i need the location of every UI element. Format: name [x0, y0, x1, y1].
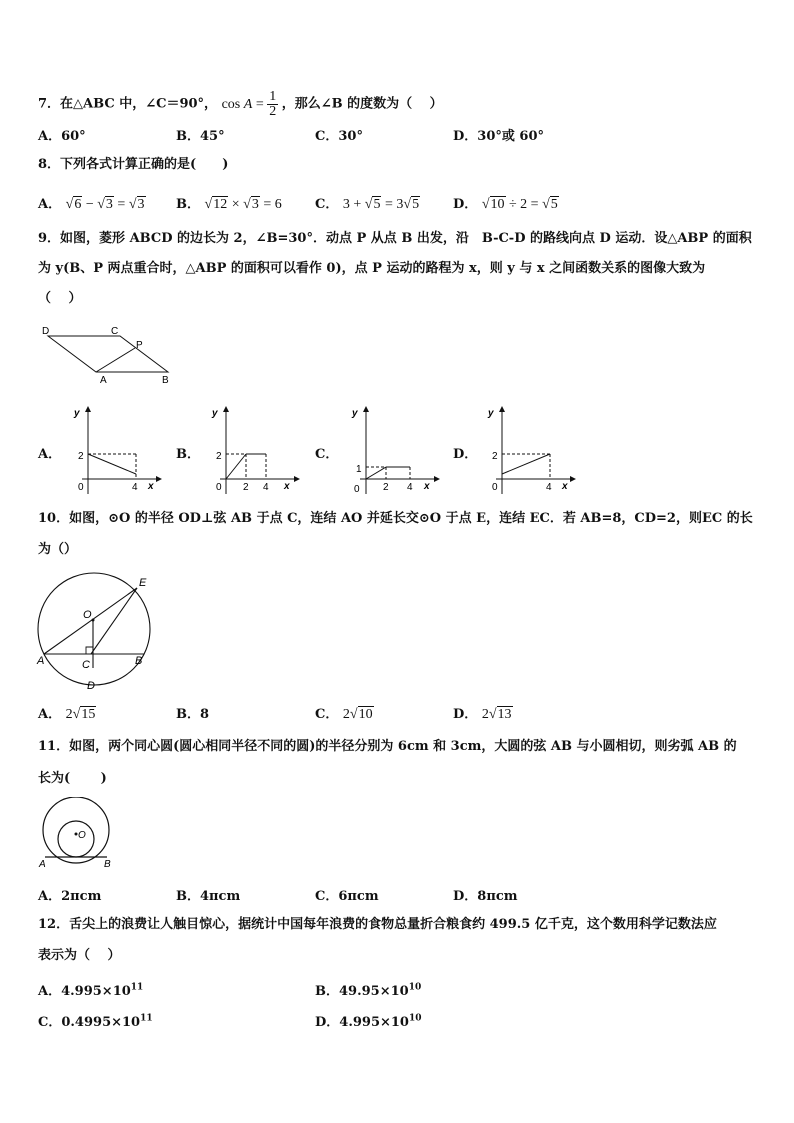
q11-label-a: A — [39, 859, 46, 869]
q10-label-e: E — [139, 577, 147, 589]
q7-option-c[interactable]: C．30° — [315, 129, 363, 144]
q9-graph-d[interactable] — [484, 404, 579, 496]
q9-option-a-label[interactable]: A． — [38, 447, 62, 462]
q9-label-a: A — [100, 375, 107, 386]
q9-graph-a[interactable] — [70, 404, 165, 496]
q11-option-b[interactable]: B．4πcm — [176, 889, 241, 904]
q9-option-d-label[interactable]: D． — [453, 447, 478, 462]
svg-text:x: x — [148, 481, 154, 492]
q7-option-b[interactable]: B．45° — [176, 129, 225, 144]
q9-label-p: P — [136, 340, 143, 351]
svg-text:2: 2 — [243, 482, 249, 493]
svg-text:y: y — [212, 408, 218, 419]
q9-line3: （ ） — [38, 291, 82, 306]
q9-label-b: B — [162, 375, 169, 386]
q9-graph-c[interactable] — [348, 404, 443, 496]
q7-option-a[interactable]: A．60° — [38, 129, 86, 144]
q11-concentric-circles-figure — [34, 797, 120, 869]
q10-label-b: B — [135, 655, 143, 667]
q9-rhombus-figure — [38, 320, 178, 390]
svg-text:y: y — [352, 408, 358, 419]
q9-line2: 为 y(B、P 两点重合时，△ABP 的面积可以看作 0)，点 P 运动的路程为 x，则 y 与 x 之间函数关系的图像大致为 — [38, 261, 706, 276]
svg-text:x: x — [284, 481, 290, 492]
q10-line1: 10．如图，⊙O 的半径 OD⊥弦 AB 于点 C，连结 AO 并延长交⊙O 于点 E，连结 EC．若 AB=8，CD=2，则EC 的长 — [38, 511, 753, 526]
q12-option-a[interactable]: A．$4.995\times 10^{11}$ — [38, 982, 144, 999]
q10-option-b[interactable]: B．8 — [176, 707, 210, 722]
svg-text:x: x — [424, 481, 430, 492]
q11-option-d[interactable]: D．8πcm — [453, 889, 518, 904]
q12-option-c[interactable]: C．$0.4995\times 10^{11}$ — [38, 1013, 153, 1030]
q9-graph-b[interactable] — [208, 404, 303, 496]
q10-label-d: D — [87, 680, 95, 692]
q7-cos: cos — [221, 96, 241, 112]
q7-suffix: ，那么∠B 的度数为（ ） — [281, 96, 443, 112]
svg-text:0: 0 — [354, 484, 360, 495]
q10-line2: 为（） — [38, 542, 78, 557]
svg-text:4: 4 — [546, 482, 552, 493]
q11-label-b: B — [104, 859, 111, 869]
q7-fraction-num: 1 — [269, 89, 277, 104]
svg-text:1: 1 — [356, 464, 362, 475]
q12-option-d[interactable]: D．$4.995\times 10^{10}$ — [315, 1013, 422, 1030]
q10-option-c[interactable]: C． 2√10 — [315, 707, 373, 722]
svg-text:x: x — [562, 481, 568, 492]
q8-option-c[interactable]: C． 3 + √5 = 3√5 — [315, 197, 420, 212]
svg-text:0: 0 — [492, 482, 498, 493]
q10-label-c: C — [82, 659, 90, 671]
q7-eq: = — [255, 96, 264, 112]
q10-label-o: O — [83, 609, 92, 621]
q7-cos-expression — [221, 89, 282, 119]
q8-option-a[interactable]: A． √6 − √3 = √3 — [38, 197, 145, 212]
q11-option-a[interactable]: A．2πcm — [38, 889, 102, 904]
q9-label-d: D — [42, 326, 50, 337]
q9-line1: 9．如图，菱形 ABCD 的边长为 2，∠B=30°．动点 P 从点 B 出发，沿 B-C-D 的路线向点 D 运动．设△ABP 的面积 — [38, 231, 752, 246]
q8-option-d[interactable]: D． √10 ÷ 2 = √5 — [453, 197, 558, 212]
q10-option-a[interactable]: A． 2√15 — [38, 707, 96, 722]
q7-option-d[interactable]: D．30°或 60° — [453, 129, 544, 144]
q8-option-b[interactable]: B． √12 × √3 = 6 — [176, 197, 282, 212]
q11-line2: 长为( ) — [38, 771, 107, 786]
svg-text:0: 0 — [78, 482, 84, 493]
q9-option-b-label[interactable]: B． — [176, 447, 200, 462]
svg-text:y: y — [488, 408, 494, 419]
q7-fraction-den: 2 — [269, 104, 277, 119]
svg-text:0: 0 — [216, 482, 222, 493]
q10-option-d[interactable]: D． 2√13 — [453, 707, 512, 722]
q11-label-o: O — [78, 830, 86, 841]
q12-line1: 12．舌尖上的浪费让人触目惊心，据统计中国每年浪费的食物总量折合粮食约 499.5 亿千克，这个数用科学记数法应 — [38, 917, 717, 932]
q7-stem — [38, 90, 443, 119]
q10-label-a: A — [37, 655, 45, 667]
q11-option-c[interactable]: C．6πcm — [315, 889, 379, 904]
svg-text:y: y — [74, 408, 80, 419]
q11-line1: 11．如图，两个同心圆(圆心相同半径不同的圆)的半径分别为 6cm 和 3cm，大圆的弦 AB 与小圆相切，则劣弧 AB 的 — [38, 739, 737, 754]
q10-circle-figure — [34, 572, 164, 694]
svg-text:2: 2 — [492, 451, 498, 462]
q9-option-c-label[interactable]: C． — [315, 447, 339, 462]
q12-line2: 表示为（ ） — [38, 948, 121, 963]
svg-text:4: 4 — [263, 482, 269, 493]
q7-var-a: A — [243, 96, 253, 112]
q12-option-b[interactable]: B．$49.95\times 10^{10}$ — [315, 982, 422, 999]
q8-stem: 8．下列各式计算正确的是( ) — [38, 157, 229, 172]
svg-text:2: 2 — [383, 482, 389, 493]
svg-text:4: 4 — [407, 482, 413, 493]
q7-prefix: 7．在△ABC 中，∠C＝90°， — [38, 96, 218, 112]
q9-label-c: C — [111, 326, 119, 337]
svg-text:4: 4 — [132, 482, 138, 493]
svg-text:2: 2 — [216, 451, 222, 462]
q7-fraction — [267, 90, 278, 119]
svg-text:2: 2 — [78, 451, 84, 462]
